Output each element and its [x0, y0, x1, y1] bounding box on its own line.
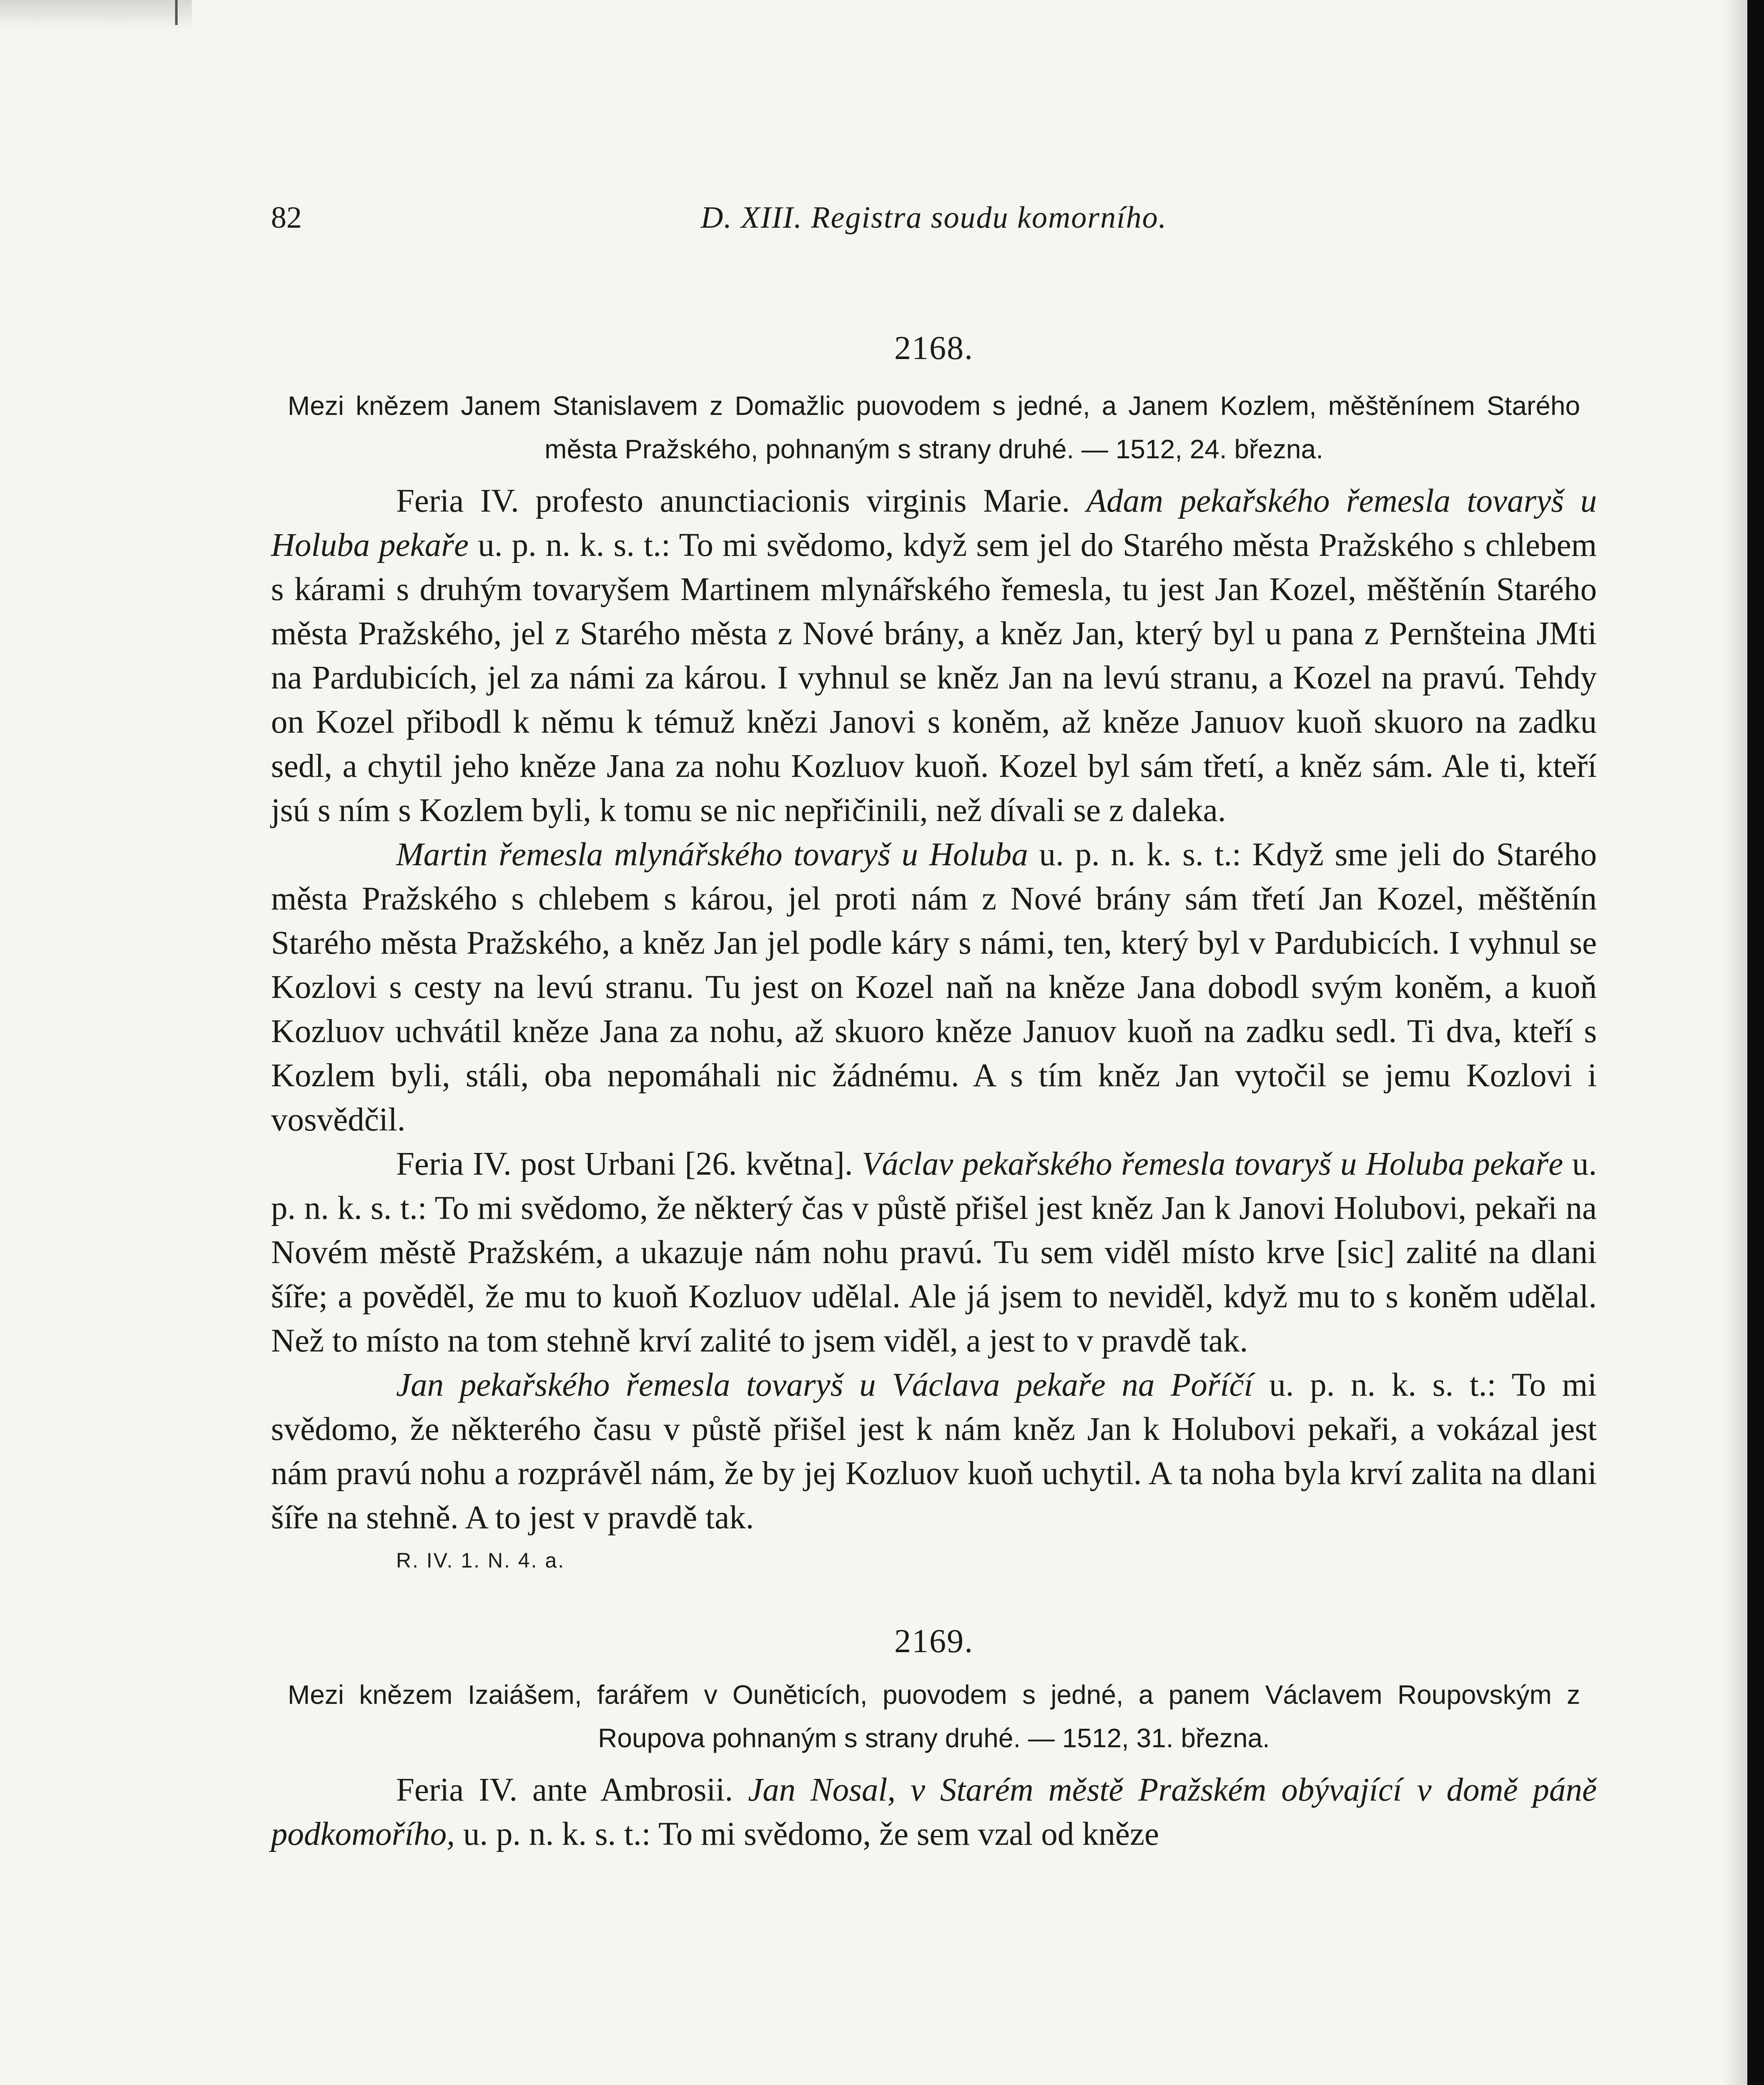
page-content	[271, 200, 1597, 1856]
feria-date: Feria IV. post Urbani [26. května].	[396, 1146, 853, 1182]
running-title: D. XIII. Registra soudu komorního.	[700, 201, 1167, 235]
page-edge-shadow	[1722, 0, 1747, 2085]
testimony-vaclav	[271, 1142, 1597, 1363]
feria-date: Feria IV. profesto anunctiacionis virginis Marie.	[396, 483, 1070, 519]
witness-name: Jan pekařského řemesla tovaryš u Václava pekaře na Poříčí	[396, 1367, 1253, 1403]
witness-name: Adam pekařského řemesla tovaryš u Holuba pekaře	[271, 483, 1597, 563]
witness-name: Martin řemesla mlynářského tovaryš u Holuba	[396, 837, 1028, 873]
testimony-text: u. p. n. k. s. t.: Když sme jeli do Starého města Pražského s chlebem s károu, jel proti nám z Nové brány sám třetí Jan Kozel, měštěnín Starého města Pražského, a kněz Jan jel podle káry s námi, ten, který byl v Pardubicích. I vyhnul se Kozlovi s cesty na levú stranu. Tu jest on Kozel naň na kněze Jana dobodl svým koněm, a kuoň Kozluov uchvátil kněze Jana za nohu, až skuoro kněze Januov kuoň na zadku sedl. Ti dva, kteří s Kozlem byli, stáli, oba nepomáhali nic žádnému. A s tím kněz Jan vytočil se jemu Kozlovi i vosvědčil.	[271, 837, 1597, 1138]
testimony-text: u. p. n. k. s. t.: To mi svědomo, že některého času v půstě přišel jest k nám kněz Jan k Holubovi pekaři, a vokázal jest nám pravú nohu a rozprávěl nám, že by jej Kozluov kuoň uchytil. A ta noha byla krví zalita na dlani šíře na stehně. A to jest v pravdě tak.	[271, 1367, 1597, 1536]
feria-date: Feria IV. ante Ambrosii.	[396, 1772, 733, 1808]
testimony-jan-nosal	[271, 1768, 1597, 1856]
testimony-adam	[271, 479, 1597, 833]
testimony-text: u. p. n. k. s. t.: To mi svědomo, že sem vzal od kněze	[463, 1816, 1159, 1852]
archival-signature: R. IV. 1. N. 4. a.	[396, 1549, 565, 1572]
scan-corner-mark	[0, 0, 192, 29]
testimony-jan	[271, 1363, 1597, 1540]
regest-2168: Mezi knězem Janem Stanislavem z Domažlic puovodem s jedné, a Janem Kozlem, měštěnínem Starého města Pražského, pohnaným s strany druhé. — 1512, 24. března.	[288, 391, 1580, 464]
page-number: 82	[271, 201, 302, 235]
running-head	[271, 200, 1597, 250]
testimony-text: u. p. n. k. s. t.: To mi svědomo, že některý čas v půstě přišel jest kněz Jan k Janovi Holubovi, pekaři na Novém městě Pražském, a ukazuje nám nohu pravú. Tu sem viděl místo krve [sic] zalité na dlani šíře; a pověděl, že mu to kuoň Kozluov udělal. Ale já jsem to neviděl, když mu to s koněm udělal. Než to místo na tom stehně krví zalité to jsem viděl, a jest to v pravdě tak.	[271, 1146, 1597, 1359]
document-number-2168: 2168.	[894, 330, 974, 367]
scan-border-right	[1747, 0, 1764, 2085]
testimony-martin	[271, 833, 1597, 1142]
regest-2169: Mezi knězem Izaiášem, farářem v Ouněticích, puovodem s jedné, a panem Václavem Roupovským z Roupova pohnaným s strany druhé. — 1512, 31. března.	[288, 1680, 1580, 1753]
testimony-text: u. p. n. k. s. t.: To mi svědomo, když sem jel do Starého města Pražského s chlebem s kárami s druhým tovaryšem Martinem mlynářského řemesla, tu jest Jan Kozel, měštěnín Starého města Pražského, jel z Starého města z Nové brány, a kněz Jan, který byl u pana z Pernšteina JMti na Pardubicích, jel za námi za károu. I vyhnul se kněz Jan na levú stranu, a Kozel na pravú. Tehdy on Kozel přibodl k němu k témuž knězi Janovi s koněm, až kněze Januov kuoň skuoro na zadku sedl, a chytil jeho kněze Jana za nohu Kozluov kuoň. Kozel byl sám třetí, a kněz sám. Ale ti, kteří jsú s ním s Kozlem byli, k tomu se nic nepřičinili, než dívali se z daleka.	[271, 527, 1597, 829]
scan-tick-mark	[175, 0, 178, 25]
witness-name: Jan Nosal, v Starém městě Pražském obývající v domě páně podkomořího,	[271, 1772, 1597, 1852]
document-number-2169: 2169.	[894, 1623, 974, 1660]
witness-name: Václav pekařského řemesla tovaryš u Holuba pekaře	[862, 1146, 1563, 1182]
